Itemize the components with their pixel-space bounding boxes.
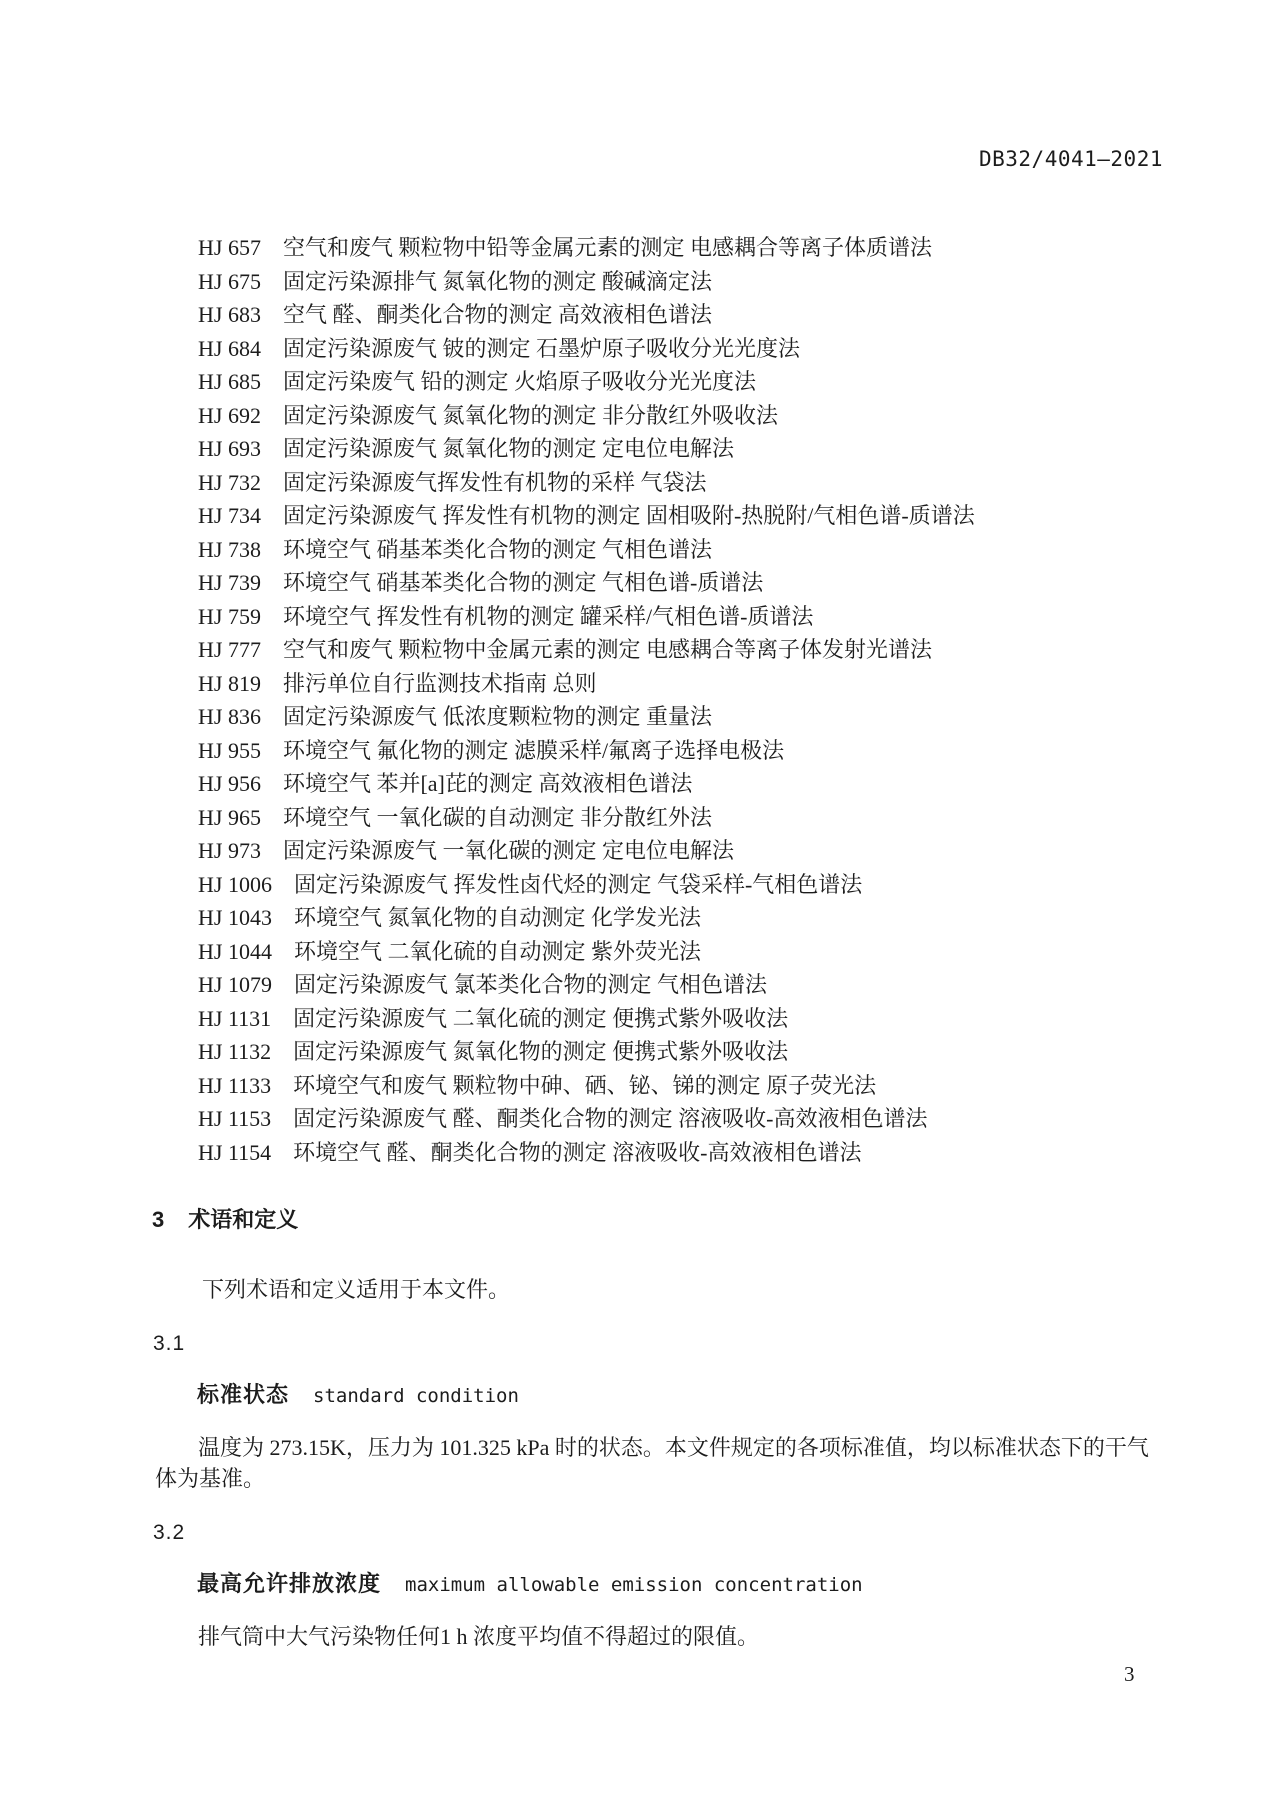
standard-number: HJ 955 xyxy=(198,737,261,763)
standard-number: HJ 692 xyxy=(198,402,261,428)
document-code: DB32/4041—2021 xyxy=(978,147,1163,171)
standard-number: HJ 734 xyxy=(198,503,261,528)
standard-row xyxy=(198,332,1155,366)
standard-row xyxy=(198,968,1155,1002)
standard-row xyxy=(198,566,1155,600)
standard-number: HJ 1044 xyxy=(198,938,272,964)
standard-row xyxy=(198,734,1155,768)
standard-number: HJ 683 xyxy=(198,302,261,327)
section-heading xyxy=(152,1203,1155,1236)
standard-row xyxy=(198,1069,1155,1103)
standard-number: HJ 685 xyxy=(198,369,261,394)
standard-number: HJ 1133 xyxy=(198,1072,272,1098)
standard-row xyxy=(198,265,1155,299)
standard-description: 固定污染源废气 氮氧化物的测定 定电位电解法 xyxy=(282,436,734,461)
clause-number: 3.2 xyxy=(153,1521,186,1544)
standard-row xyxy=(198,499,1155,533)
standard-number: HJ 675 xyxy=(198,268,261,294)
standard-row xyxy=(198,399,1155,433)
standard-number: HJ 693 xyxy=(198,436,261,461)
standard-number: HJ 1131 xyxy=(198,1005,272,1031)
standard-description: 固定污染源废气 氮氧化物的测定 便携式紫外吸收法 xyxy=(293,1039,789,1064)
term-line xyxy=(197,1378,1155,1414)
standard-row xyxy=(198,533,1155,567)
standard-description: 固定污染源废气 一氧化碳的测定 定电位电解法 xyxy=(282,838,734,863)
standard-row xyxy=(198,700,1155,734)
term-definition: 温度为 273.15K，压力为 101.325 kPa 时的状态。本文件规定的各项标准值，均以标准状态下的干气体为基准。 xyxy=(155,1435,1149,1491)
standard-description: 环境空气 氟化物的测定 滤膜采样/氟离子选择电极法 xyxy=(282,737,785,763)
standard-description: 固定污染废气 铅的测定 火焰原子吸收分光光度法 xyxy=(282,369,756,394)
standard-number: HJ 819 xyxy=(198,670,261,696)
standard-description: 固定污染源废气 低浓度颗粒物的测定 重量法 xyxy=(282,704,712,729)
standard-description: 固定污染源废气挥发性有机物的采样 气袋法 xyxy=(282,469,707,495)
term-block xyxy=(155,1518,1155,1653)
standard-description: 固定污染源废气 氮氧化物的测定 非分散红外吸收法 xyxy=(282,402,778,428)
standard-row xyxy=(198,901,1155,935)
standard-number: HJ 973 xyxy=(198,838,261,863)
standard-description: 空气和废气 颗粒物中金属元素的测定 电感耦合等离子体发射光谱法 xyxy=(282,637,932,662)
standard-row xyxy=(198,231,1155,265)
section-intro: 下列术语和定义适用于本文件。 xyxy=(202,1277,511,1302)
standard-number: HJ 956 xyxy=(198,771,261,796)
standard-description: 环境空气和废气 颗粒物中砷、硒、铋、锑的测定 原子荧光法 xyxy=(293,1072,877,1098)
standard-description: 环境空气 苯并[a]芘的测定 高效液相色谱法 xyxy=(282,771,693,796)
standard-row xyxy=(198,365,1155,399)
standard-description: 环境空气 挥发性有机物的测定 罐采样/气相色谱-质谱法 xyxy=(282,603,814,629)
standard-number: HJ 759 xyxy=(198,603,261,629)
standard-number: HJ 1079 xyxy=(198,972,272,997)
standard-row xyxy=(198,298,1155,332)
standard-number: HJ 657 xyxy=(198,235,261,260)
standard-row xyxy=(198,1035,1155,1069)
term-english: standard condition xyxy=(313,1385,519,1407)
standard-description: 固定污染源废气 氯苯类化合物的测定 气相色谱法 xyxy=(293,972,767,997)
standard-description: 空气 醛、酮类化合物的测定 高效液相色谱法 xyxy=(282,302,712,327)
standard-row xyxy=(198,432,1155,466)
standard-description: 排污单位自行监测技术指南 总则 xyxy=(282,670,597,696)
standard-description: 固定污染源废气 二氧化硫的测定 便携式紫外吸收法 xyxy=(293,1005,789,1031)
standard-row xyxy=(198,801,1155,835)
standard-number: HJ 1043 xyxy=(198,905,272,930)
standard-description: 环境空气 一氧化碳的自动测定 非分散红外法 xyxy=(282,804,712,830)
standard-number: HJ 777 xyxy=(198,637,261,662)
term-chinese: 标准状态 xyxy=(197,1382,290,1407)
standard-description: 固定污染源排气 氮氧化物的测定 酸碱滴定法 xyxy=(282,268,712,294)
standard-row xyxy=(198,935,1155,969)
standard-description: 环境空气 醛、酮类化合物的测定 溶液吸收-高效液相色谱法 xyxy=(293,1139,862,1165)
standard-number: HJ 1132 xyxy=(198,1039,272,1064)
standard-row xyxy=(198,767,1155,801)
standard-description: 环境空气 硝基苯类化合物的测定 气相色谱-质谱法 xyxy=(282,570,764,595)
standard-row xyxy=(198,1102,1155,1136)
standard-row xyxy=(198,1002,1155,1036)
standard-number: HJ 732 xyxy=(198,469,261,495)
page-content xyxy=(152,231,1155,1653)
term-chinese: 最高允许排放浓度 xyxy=(197,1571,382,1596)
standard-description: 固定污染源废气 挥发性有机物的测定 固相吸附-热脱附/气相色谱-质谱法 xyxy=(282,503,975,528)
section-number: 3 xyxy=(152,1207,165,1232)
standard-number: HJ 1153 xyxy=(198,1106,272,1131)
term-english: maximum allowable emission concentration xyxy=(405,1574,863,1596)
standard-row xyxy=(198,868,1155,902)
standard-description: 固定污染源废气 醛、酮类化合物的测定 溶液吸收-高效液相色谱法 xyxy=(293,1106,928,1131)
standard-number: HJ 738 xyxy=(198,536,261,562)
normative-references-list xyxy=(198,231,1155,1169)
standard-number: HJ 739 xyxy=(198,570,261,595)
standard-number: HJ 836 xyxy=(198,704,261,729)
standard-row xyxy=(198,633,1155,667)
standard-number: HJ 684 xyxy=(198,335,261,361)
standard-description: 环境空气 二氧化硫的自动测定 紫外荧光法 xyxy=(293,938,701,964)
standard-description: 空气和废气 颗粒物中铅等金属元素的测定 电感耦合等离子体质谱法 xyxy=(282,235,932,260)
standard-description: 环境空气 硝基苯类化合物的测定 气相色谱法 xyxy=(282,536,712,562)
standard-row xyxy=(198,466,1155,500)
section-title: 术语和定义 xyxy=(188,1207,299,1232)
standard-number: HJ 965 xyxy=(198,804,261,830)
standard-description: 固定污染源废气 铍的测定 石墨炉原子吸收分光光度法 xyxy=(282,335,800,361)
page-number: 3 xyxy=(1124,1662,1135,1686)
standard-number: HJ 1154 xyxy=(198,1139,272,1165)
standard-row xyxy=(198,600,1155,634)
standard-description: 环境空气 氮氧化物的自动测定 化学发光法 xyxy=(293,905,701,930)
term-block xyxy=(155,1329,1155,1494)
term-definition: 排气筒中大气污染物任何1 h 浓度平均值不得超过的限值。 xyxy=(198,1624,760,1649)
terms-list xyxy=(155,1329,1155,1653)
standard-row xyxy=(198,667,1155,701)
clause-number: 3.1 xyxy=(153,1332,186,1355)
term-line xyxy=(197,1567,1155,1603)
standard-row xyxy=(198,1136,1155,1170)
standard-row xyxy=(198,834,1155,868)
standard-description: 固定污染源废气 挥发性卤代烃的测定 气袋采样-气相色谱法 xyxy=(293,871,863,897)
standard-number: HJ 1006 xyxy=(198,871,272,897)
